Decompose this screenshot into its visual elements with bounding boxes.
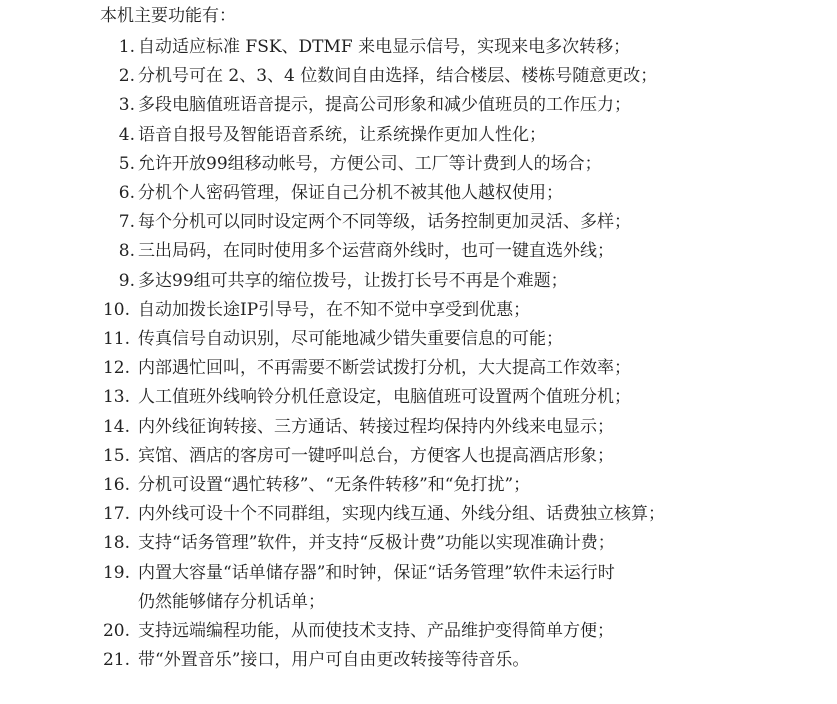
list-item — [0, 267, 665, 296]
list-item — [0, 529, 665, 558]
list-item-text: 内部遇忙回叫，不再需要不断尝试拨打分机，大大提高工作效率； — [138, 358, 631, 379]
feature-list — [0, 33, 665, 675]
list-item — [0, 413, 665, 442]
list-item-number: 17. — [102, 504, 130, 525]
list-item-number: 7. — [118, 212, 135, 233]
list-item-text: 内外线可设十个不同群组，实现内线互通、外线分组、话费独立核算； — [138, 504, 665, 525]
list-item-text: 传真信号自动识别，尽可能地减少错失重要信息的可能； — [138, 329, 563, 350]
list-item-number: 19. — [102, 562, 130, 583]
list-item-number: 18. — [102, 533, 130, 554]
list-item-number: 13. — [102, 387, 130, 408]
list-item — [0, 296, 665, 325]
list-item-number: 11. — [102, 329, 130, 350]
list-item-text: 每个分机可以同时设定两个不同等级，话务控制更加灵活、多样； — [138, 212, 631, 233]
list-item — [0, 179, 665, 208]
list-item — [0, 62, 665, 91]
list-item — [0, 646, 665, 675]
list-item — [0, 33, 665, 62]
list-item-number: 3. — [118, 95, 135, 116]
list-item-number: 2. — [118, 66, 135, 87]
list-item-text: 支持远端编程功能，从而使技术支持、产品维护变得简单方便； — [138, 621, 614, 642]
list-item-number: 10. — [102, 299, 130, 320]
list-item — [0, 383, 665, 412]
list-item — [0, 354, 665, 383]
list-item-text: 支持“话务管理”软件，并支持“反极计费”功能以实现准确计费； — [138, 533, 615, 554]
list-item-text: 人工值班外线响铃分机任意设定，电脑值班可设置两个值班分机； — [138, 387, 631, 408]
list-item-number: 16. — [102, 475, 130, 496]
list-item-text: 内置大容量“话单储存器”和时钟，保证“话务管理”软件未运行时 仍然能够储存分机话单； — [138, 562, 615, 612]
list-item — [0, 500, 665, 529]
list-item-text: 分机号可在 2、3、4 位数间自由选择，结合楼层、楼栋号随意更改； — [138, 66, 658, 87]
list-item — [0, 150, 665, 179]
list-item-text: 自动适应标准 FSK、DTMF 来电显示信号，实现来电多次转移； — [138, 37, 631, 57]
list-item — [0, 237, 665, 266]
list-item — [0, 442, 665, 471]
list-item-text: 内外线征询转接、三方通话、转接过程均保持内外线来电显示； — [138, 416, 614, 437]
list-item-text: 三出局码，在同时使用多个运营商外线时，也可一键直选外线； — [138, 241, 614, 262]
list-item — [0, 121, 665, 150]
list-item-number: 4. — [118, 124, 135, 145]
list-heading: 本机主要功能有： — [100, 6, 236, 26]
list-item — [0, 471, 665, 500]
list-item — [0, 559, 665, 617]
list-item-text: 多段电脑值班语音提示，提高公司形象和减少值班员的工作压力； — [138, 95, 631, 116]
list-item-text: 宾馆、酒店的客房可一键呼叫总台，方便客人也提高酒店形象； — [138, 445, 614, 466]
list-item-text: 多达99组可共享的缩位拨号，让拨打长号不再是个难题； — [138, 270, 568, 291]
list-item-number: 6. — [118, 183, 135, 204]
list-item-number: 9. — [118, 270, 135, 291]
list-item-text: 自动加拨长途IP引导号，在不知不觉中享受到优惠； — [138, 299, 531, 320]
list-item-text: 分机可设置“遇忙转移”、“无条件转移”和“免打扰”； — [138, 475, 531, 496]
list-item-text: 带“外置音乐”接口，用户可自由更改转接等待音乐。 — [138, 650, 530, 671]
list-item-number: 8. — [118, 241, 135, 262]
list-item-number: 12. — [102, 358, 130, 379]
list-item-text: 允许开放99组移动帐号，方便公司、工厂等计费到人的场合； — [138, 153, 602, 174]
list-item-text: 分机个人密码管理，保证自己分机不被其他人越权使用； — [138, 183, 563, 204]
list-item-number: 14. — [102, 416, 130, 437]
list-item-number: 1. — [118, 37, 135, 57]
list-item — [0, 617, 665, 646]
list-item — [0, 91, 665, 120]
list-item-number: 5. — [118, 153, 135, 174]
list-item-number: 21. — [102, 650, 130, 671]
list-item — [0, 208, 665, 237]
list-item — [0, 325, 665, 354]
list-item-number: 20. — [102, 621, 130, 642]
list-item-text: 语音自报号及智能语音系统，让系统操作更加人性化； — [138, 124, 546, 145]
list-item-number: 15. — [102, 445, 130, 466]
